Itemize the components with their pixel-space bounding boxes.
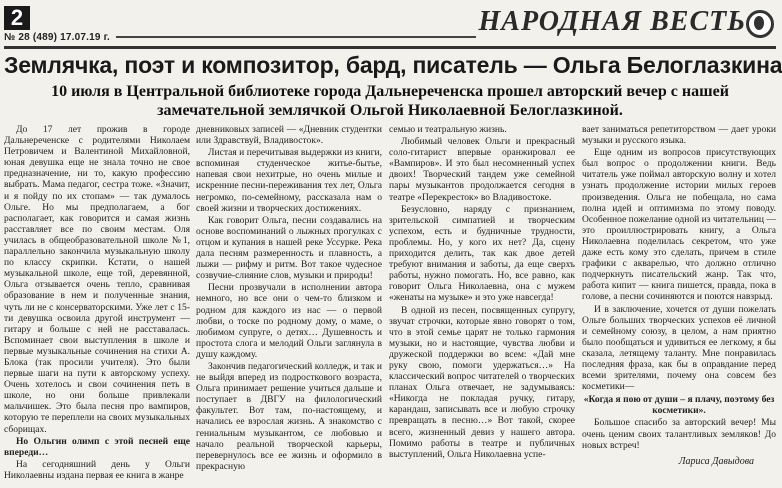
page-number: 2: [4, 6, 30, 30]
paragraph: Безусловно, наряду с признанием, зрительской симпатией и творческим успехом, есть и будничные трудности, проблемы. Но, у кого их нет? Да, сцену приходится делить, так как двое детей требуют внимания и заботы, да еще сверхъ работы, нужно помогать. Но, все равно, как говорит Ольга Николаевна, она с мужем «женаты на музыке» и это уже навсегда!: [389, 203, 575, 304]
globe-logo-icon: [746, 10, 774, 38]
paragraph: На сегодняшний день у Ольги Николаевны издана первая ее книга в жанре: [4, 458, 190, 481]
masthead: НАРОДНАЯ ВЕСТЬ: [478, 6, 746, 37]
paragraph: вает заниматься репетиторством — дает уроки музыки и русского языка.: [582, 124, 776, 147]
article-column-4: [582, 124, 776, 464]
paragraph: семью и театральную жизнь.: [389, 124, 507, 135]
paragraph: дневниковых записей — «Дневник студентки или Здравствуй, Владивосток».: [196, 124, 382, 147]
paragraph: Но Ольгин олимп с этой песней еще впереди…: [4, 435, 190, 458]
paragraph: Листая и перечитывая выдержки из книги, вспоминая студенческое житье-бытье, напевая свои нехитрые, но очень милые и искренние песни-переживания тех лет, Ольга негромко, по-семейному, рассказала нам о своей жизни и творческих достижениях.: [196, 147, 382, 214]
paragraph: В одной из песен, посвященных супругу, звучат строчки, которые явно говорят о том, что в этой семье царят не только гармония музыки, но и настоящие, чувства любви и дружеской поддержки во всем: «Дай мне руку свою, помоги удержаться…» На классический вопрос читателей о творческих планах Ольга отвечает, не задумываясь: «Никогда не покладая ручку, гитару, карандаш, записывать все и любую строчку превращать в песню…» Вот такой, скорее всего, жизненный девиз у нашего автора. Помимо работы в театре и публичных выступлений, Ольга Николаевна успе-: [389, 304, 575, 460]
article-column-2: [196, 124, 382, 472]
article-column-1: [4, 124, 190, 481]
author-signature: Лариса Давыдова: [678, 456, 754, 467]
article-column-3: [389, 124, 575, 464]
paragraph: Большое спасибо за авторский вечер! Мы очень ценим своих талантливых земляков! До новых встреч!: [582, 417, 776, 451]
masthead-divider: [4, 46, 776, 49]
paragraph: И в заключение, хочется от души пожелать Ольге больших творческих успехов её личной и семейному союзу, в целом, а нам приятно было пообщаться и удивиться ее легкому, я бы сказала, летящему таланту. Мне понравилась последняя фраза, как бы в оправдание перед всеми зрителями, почему она совсем без косметики—: [582, 303, 776, 393]
closing-quote: «Когда я пою от души – я плачу, поэтому без косметики».: [583, 394, 775, 417]
issue-line: № 28 (489) 17.07.19 г.: [4, 32, 110, 43]
page-header: [4, 2, 776, 46]
paragraph: До 17 лет прожив в городе Дальнереченске с родителями Николаем Петровичем и Валентиной Михайловной, юная девушка еще не знала точно не свое предназначение, ни то, какую профессию выбрать. Мама педагог, сестра тоже. «Значит, и я пойду по их стопам» — так думалось Ольге. Но мы предполагаем, а бог располагает, как говорится и самая жизнь расставляет все по своим местам. Оля училась в общеобразовательной школе №1, параллельно закончила музыкальную школу по классу скрипки. Кстати, о нашей музыкальной школе, еще той, деревянной, Ольга отзывается очень тепло, сравнивая образование в нем и полученные знания, чуть ли не с консерваторскими. Уже лет с 15-ти девушка освоила другой инструмент — гитару и больше с ней не расставалась. Вспоминает свои выступления в школе и первые музыкальные сочинения на стихи А. Блока (так просили учителя). Это были первые шаги на пути к авторскому успеху. Очень хотелось и свои сочинения петь в школе, но они больше привлекали мальчишек. Это была песня про вампиров, которую те переплели на своих музыкальных сборищах.: [4, 124, 190, 435]
article-subhead: 10 июля в Центральной библиотеке города Дальнереченска прошел авторский вечер с нашей замечательной землячкой Ольгой Николаевной Белоглазкиной.: [51, 83, 729, 119]
paragraph: Как говорит Ольга, песни создавались на основе воспоминаний о лыжных прогулках с отцом и купания в нашей реке Уссурке. Река дала песням размеренность и плавность, а лыжи — рифму и ритм. Вот такое чудесное созвучие-слияние слов, музыки и природы!: [196, 214, 382, 282]
header-rule: [116, 36, 476, 38]
paragraph: Еще одним из вопросов присутствующих был вопрос о продолжении книги. Ведь читатель уже поймал авторскую волну и хотел узнать продолжение истории милых героев произведения. Ольга не побещала, но сама полна идей и оптимизма по этому поводу. Особенное пожелание одной из читательниц — это проиллюстрировать книгу, а Ольга Николаевна поделилась секретом, что уже даже есть кому это сделать, причем в стиле графики с акварелью, что должно отлично подчеркнуть писательский жанр. Так что, работа кипит — книга пишется, правда, пока в голове, а песни сочиняются и поются навзрыд.: [582, 147, 776, 303]
paragraph: Песни прозвучали в исполнении автора немного, но все они о чем-то близком и родном для каждого из нас — о первой любви, о тоске по родному дому, о маме, о любимом супруге, о детях… Душевность и простота слога и мелодий Ольги заглянула в душу каждому.: [196, 282, 382, 360]
paragraph: Закончив педагогический колледж, и так и не выйдя вперед из подросткового возраста, Ольга принимает решение учиться дальше и поступает в ДВГУ на филологический факультет. Вот там, по-настоящему, и начались ее взрослая жизнь. А знакомство с гениальным музыкантом, се любовью и начало реальной творческой карьеры, перевернулось все ее жизнь и оформило в прекрасную: [196, 360, 382, 472]
article-headline: Землячка, поэт и композитор, бард, писатель — Ольга Белоглазкина: [4, 52, 782, 78]
paragraph: Любимый человек Ольги и прекрасный соло-гитарист впервые оранжировал ее «Вампиров». И это был несомненный успех двоих! Творческий тандем уже семейной пары музыкантов продолжается сегодня в театре «Перекресток» во Владивостоке.: [389, 136, 575, 203]
